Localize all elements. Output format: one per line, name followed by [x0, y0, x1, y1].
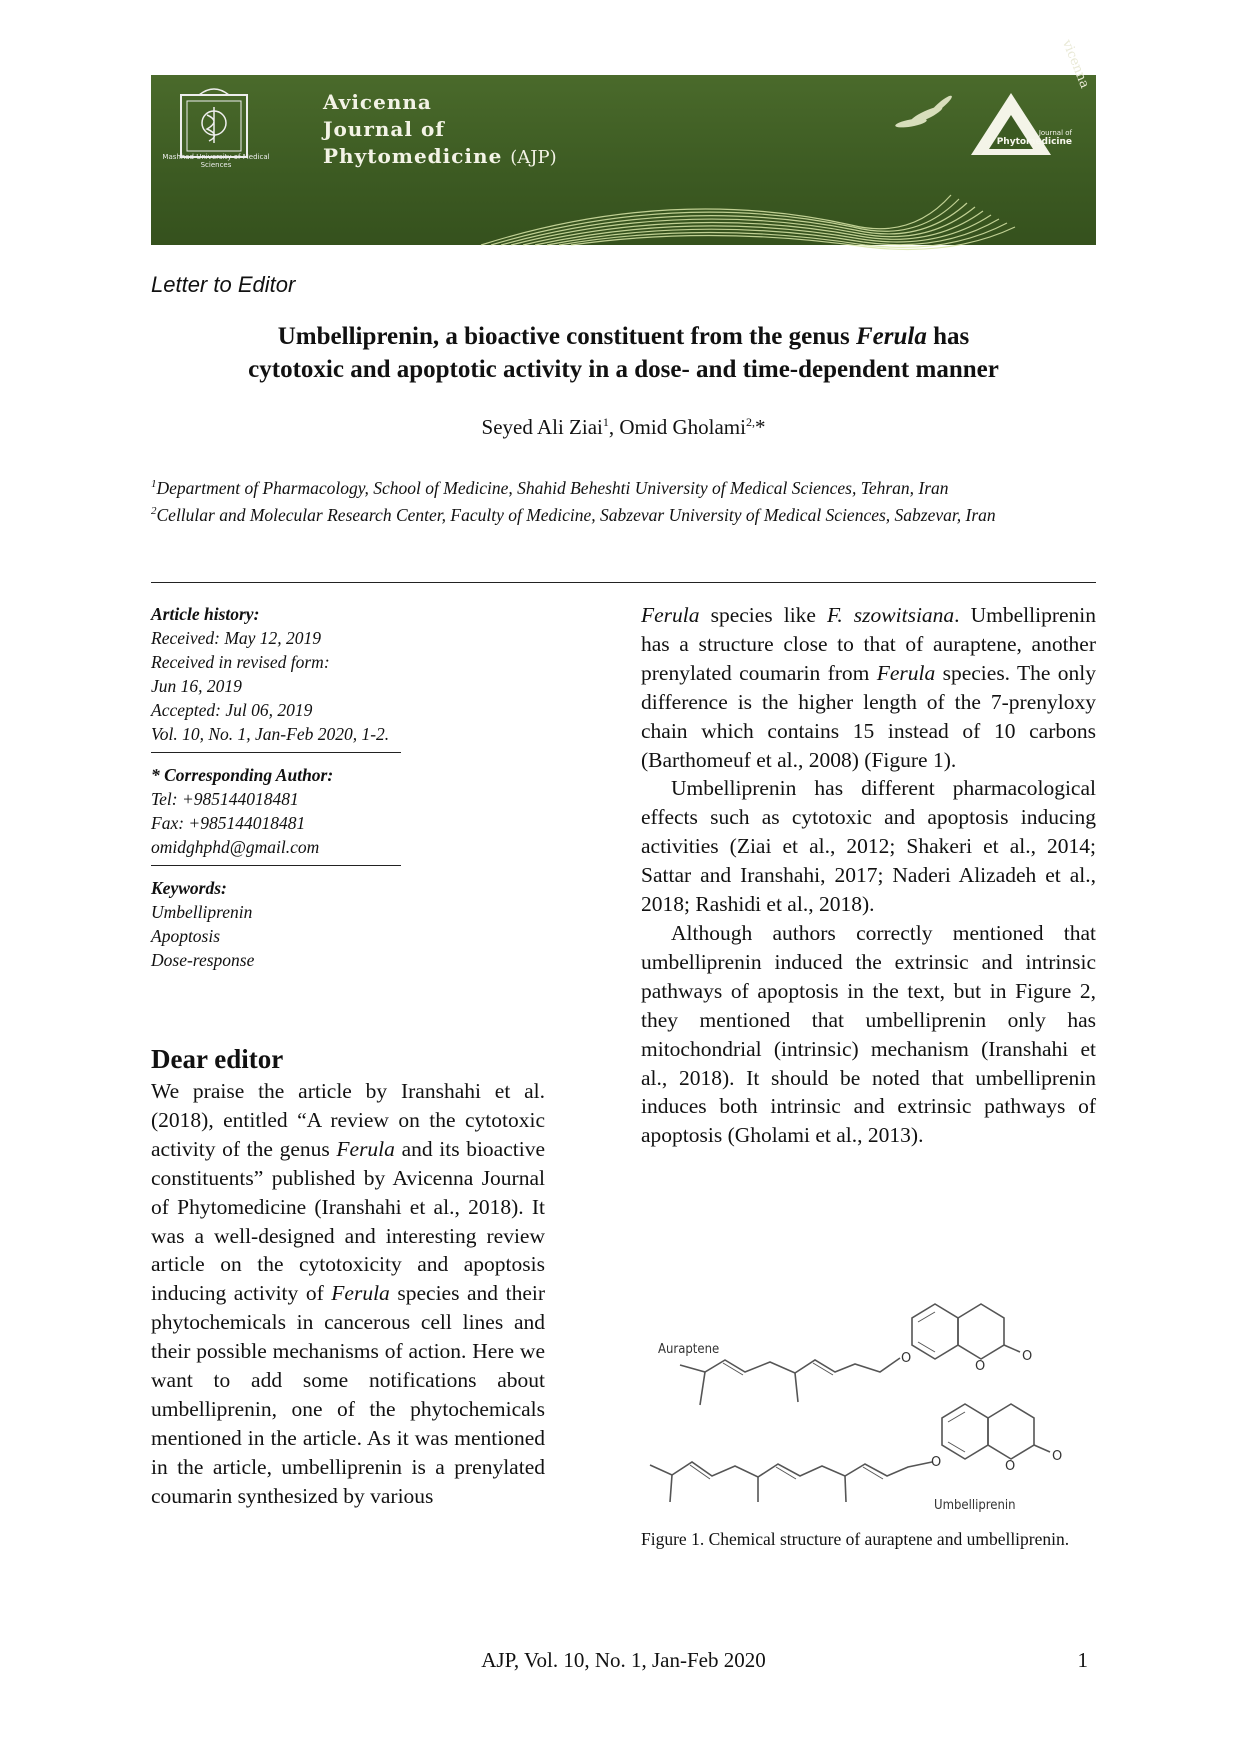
auraptene-label: Auraptene [658, 1342, 720, 1357]
author-list [151, 415, 1096, 440]
title-part2: has [926, 323, 970, 350]
revised-date: Jun 16, 2019 [151, 676, 242, 696]
body-text: . Umbelliprenin has a structure close to that of auraptene, another prenylated coumarin from [641, 603, 1096, 685]
history-heading: Article history: [151, 604, 260, 624]
title-genus: Ferula [856, 323, 927, 350]
body-text: We praise the article by Iranshahi et al. (2018), entitled “A review on the cytotoxic activity of the genus [151, 1079, 545, 1161]
affiliation-2 [151, 500, 1096, 527]
genus-name: Ferula [336, 1136, 395, 1161]
volume-info: Vol. 10, No. 1, Jan-Feb 2020, 1-2. [151, 724, 390, 744]
keyword: Apoptosis [151, 926, 221, 946]
atom-label: O [1005, 1459, 1016, 1474]
author-1-affil: 1 [602, 415, 609, 429]
section-heading: Dear editor [151, 1044, 284, 1074]
affiliation-1-num: 1 [151, 478, 157, 490]
umbelliprenin-label: Umbelliprenin [934, 1498, 1016, 1513]
atom-label: O [975, 1359, 986, 1374]
body-paragraph [151, 1077, 545, 1511]
page-number: 1 [1077, 1648, 1088, 1672]
journal-name [323, 89, 557, 171]
body-paragraph: Umbelliprenin has different pharmacological effects such as cytotoxic and apoptosis inducing activities (Ziai et al., 2012; Shakeri et al., 2014; Sattar and Iranshahi, 2017; Naderi Alizadeh et al., 2018; Rashidi et al., 2018). [641, 776, 1096, 917]
body-text: species like [699, 603, 828, 627]
genus-name: Ferula [331, 1281, 390, 1306]
atom-label: O [1022, 1349, 1033, 1364]
journal-banner [151, 37, 1096, 245]
author-2-affil: 2, [745, 415, 755, 429]
footer-citation: AJP, Vol. 10, No. 1, Jan-Feb 2020 [481, 1648, 766, 1672]
journal-logo-small: Journal of [1038, 129, 1072, 137]
body-text: species and their phytochemicals in cancerous cell lines and their possible mechanisms of action. Here we want to add some notifications about umbelliprenin, one of the phytochemicals mentioned in the article. As it was mentioned in the article, umbelliprenin is a prenylated coumarin synthesized by various [151, 1281, 545, 1508]
species-name: F. szowitsiana [827, 603, 955, 627]
chemical-structures-drawing [650, 1270, 1070, 1520]
body-text: and its bioactive constituents” published by Avicenna Journal of Phytomedicine (Iranshahi et al., 2018). It was a well-designed and interesting review article on the cytotoxicity and apoptosis inducing activity of [151, 1136, 545, 1306]
logo-arc-text: vicenna [1058, 37, 1092, 91]
article-info [151, 602, 481, 972]
atom-label: O [1052, 1449, 1063, 1464]
body-paragraph: Although authors correctly mentioned that umbelliprenin induced the extrinsic and intrinsic pathways of apoptosis in the text, but in Figure 2, they mentioned that umbelliprenin only has mitochondrial (intrinsic) mechanism (Iranshahi et al., 2018). It should be noted that umbelliprenin induces both intrinsic and extrinsic pathways of apoptosis (Gholami et al., 2013). [641, 920, 1096, 1148]
journal-name-line3: Phytomedicine [323, 144, 503, 168]
journal-logo-large: Phytomedicine [996, 137, 1072, 147]
body-paragraph [641, 601, 1096, 774]
info-divider [151, 752, 401, 753]
journal-name-line1: Avicenna [323, 90, 432, 114]
header-divider [151, 582, 1096, 583]
university-name: Mashhad University of Medical Sciences [162, 153, 270, 169]
keywords-heading: Keywords: [151, 878, 227, 898]
affiliation-1 [151, 473, 1096, 500]
atom-label: O [901, 1351, 912, 1366]
article-type: Letter to Editor [151, 272, 296, 297]
article-history [151, 602, 481, 746]
title-part1: Umbelliprenin, a bioactive constituent from the genus [277, 323, 856, 350]
university-emblem-icon [169, 85, 259, 195]
corr-email[interactable]: omidghphd@gmail.com [151, 837, 320, 857]
title-line2: cytotoxic and apoptotic activity in a dose- and time-dependent manner [248, 356, 999, 383]
body-left-column [151, 1077, 545, 1511]
author-2: Omid Gholami [619, 415, 746, 439]
corresponding-author [151, 763, 481, 859]
figure-caption: Figure 1. Chemical structure of auraptene and umbelliprenin. [641, 1529, 1070, 1549]
corr-tel: Tel: +985144018481 [151, 789, 299, 809]
chemical-structure-figure [650, 1270, 1070, 1520]
received-date: Received: May 12, 2019 [151, 628, 322, 648]
accepted-date: Accepted: Jul 06, 2019 [151, 700, 313, 720]
atom-label: O [931, 1455, 942, 1470]
keywords [151, 876, 481, 972]
corr-fax: Fax: +985144018481 [151, 813, 306, 833]
corresponding-mark: * [754, 415, 766, 439]
author-1: Seyed Ali Ziai [481, 415, 603, 439]
keyword: Umbelliprenin [151, 902, 253, 922]
journal-name-line2: Journal of [323, 117, 445, 141]
affiliations [151, 473, 1096, 528]
article-title [151, 320, 1096, 386]
info-divider [151, 865, 401, 866]
genus-name: Ferula [876, 660, 936, 685]
body-right-column [641, 601, 1096, 1150]
affiliation-2-text: Cellular and Molecular Research Center, Faculty of Medicine, Sabzevar University of Medical Sciences, Sabzevar, Iran [156, 505, 996, 526]
journal-abbr: (AJP) [510, 147, 557, 168]
genus-name: Ferula [641, 603, 700, 627]
keyword: Dose-response [151, 950, 255, 970]
corr-heading: * Corresponding Author: [151, 765, 334, 785]
affiliation-2-num: 2 [151, 505, 157, 518]
body-text: species. The only difference is the higher length of the 7-prenyloxy chain which contains 15 instead of 10 carbons (Barthomeuf et al., 2008) (Figure 1). [641, 660, 1096, 772]
revised-label: Received in revised form: [151, 652, 330, 672]
author-separator: , [608, 415, 620, 439]
affiliation-1-text: Department of Pharmacology, School of Medicine, Shahid Beheshti University of Medical Sciences, Tehran, Iran [156, 477, 949, 498]
banner-decoration [151, 75, 1096, 245]
journal-logo-text [952, 129, 1072, 147]
